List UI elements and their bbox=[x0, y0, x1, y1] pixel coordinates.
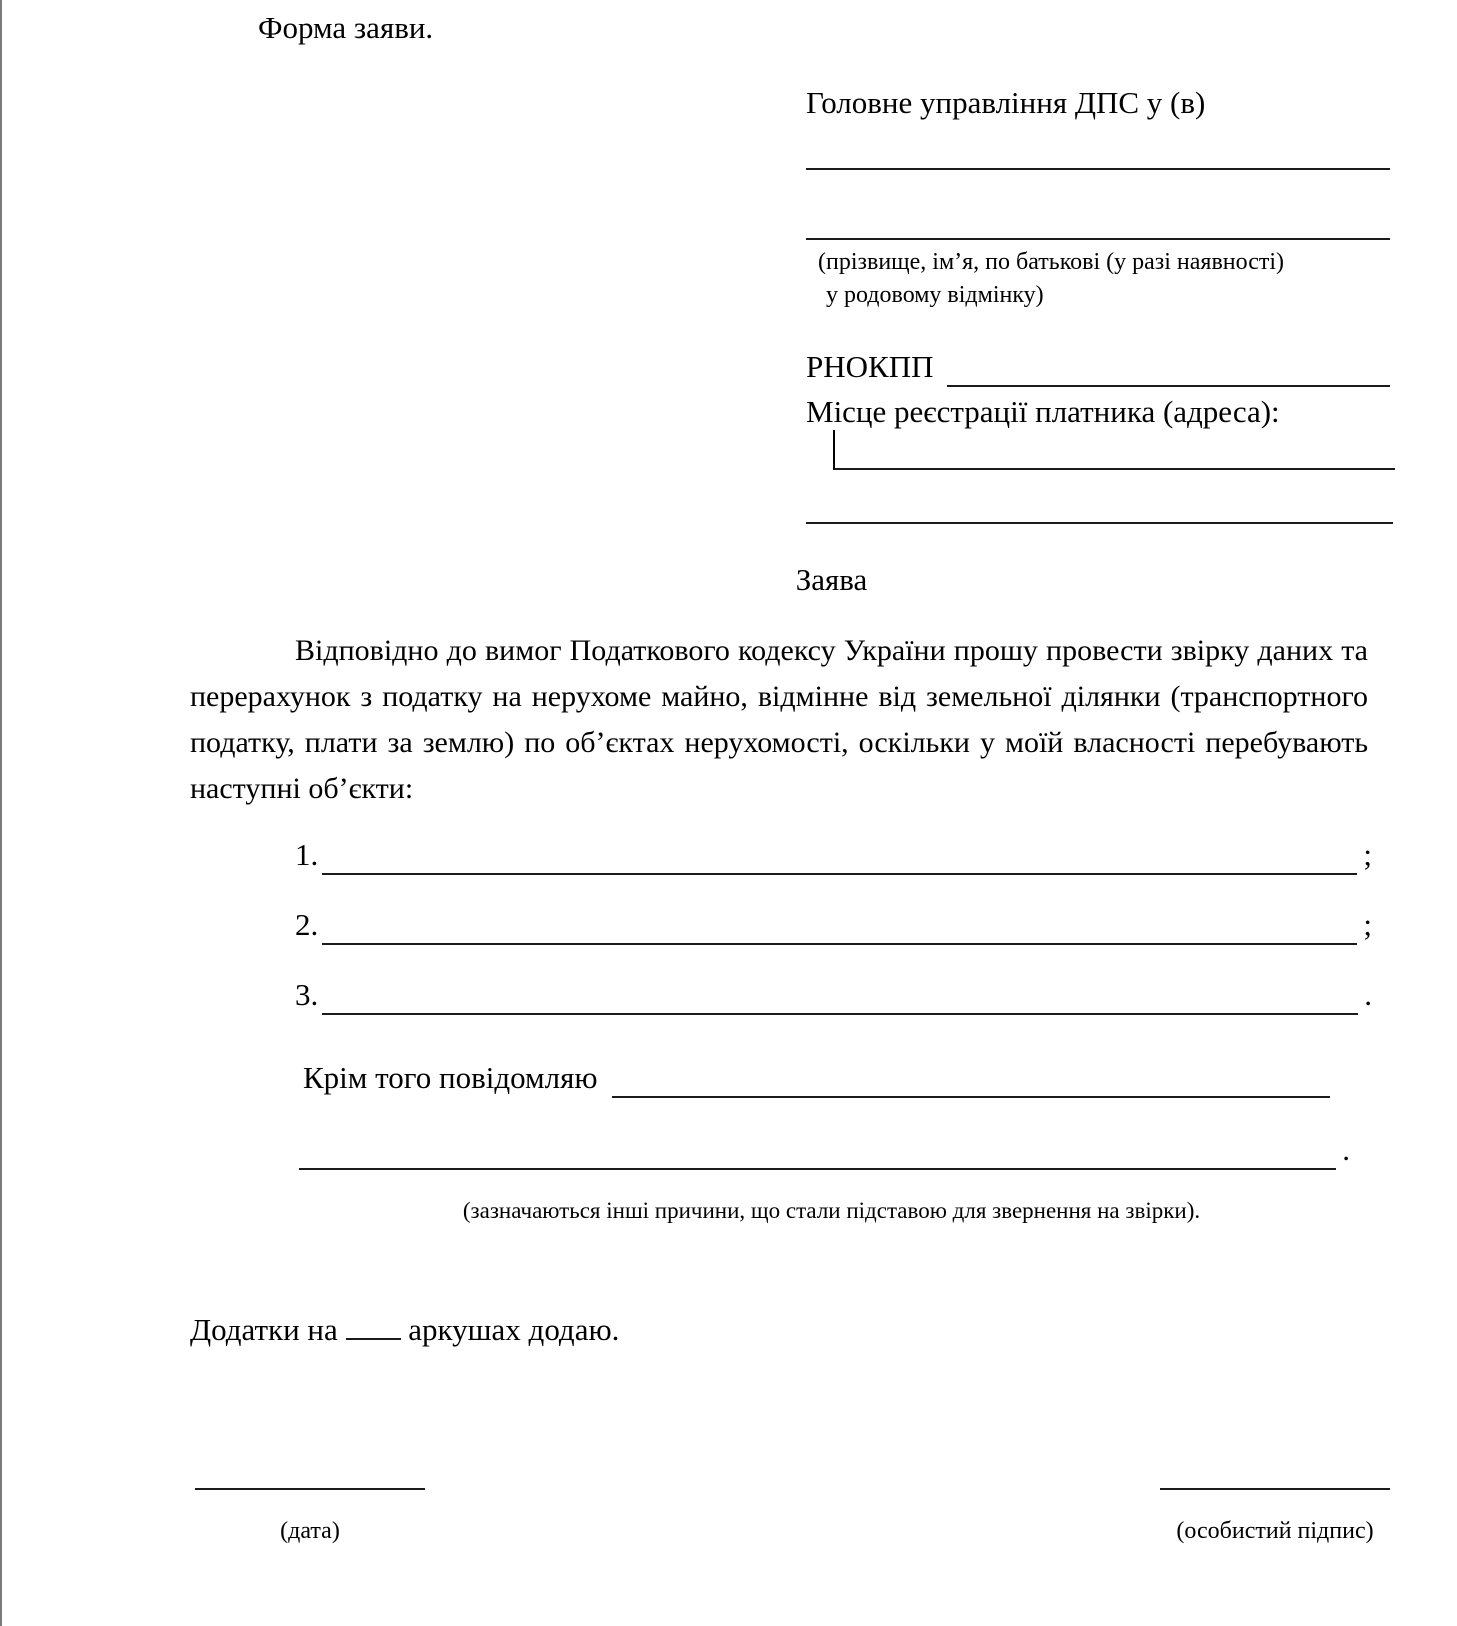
form-title: Форма заяви. bbox=[258, 10, 434, 45]
additional-info-blank-2[interactable] bbox=[299, 1128, 1336, 1170]
address-blank-line-1[interactable] bbox=[833, 430, 1395, 470]
object-item-row-3 bbox=[295, 975, 1372, 1015]
additional-info-row-2 bbox=[295, 1130, 1350, 1170]
additional-info-terminator: . bbox=[1342, 1132, 1350, 1167]
recipient-name-blank-line[interactable] bbox=[806, 210, 1390, 240]
attachments-prefix: Додатки на bbox=[190, 1312, 338, 1347]
recipient-office-label: Головне управління ДПС у (в) bbox=[806, 85, 1206, 120]
recipient-name-hint-line2: у родовому відмінку) bbox=[826, 282, 1044, 308]
application-body: Відповідно до вимог Податкового кодексу України прошу провести звірку даних та перерахунок з податку на нерухоме майно, відмінне від земельної ділянки (транспортного податку, плати за землю) по об’єктах нерухомості, оскільки у моїй власності перебувають наступні об’єкти: bbox=[190, 634, 1368, 805]
page-left-edge-line bbox=[0, 0, 2, 1626]
object-item-row-2 bbox=[295, 905, 1372, 945]
attachments-suffix: аркушах додаю. bbox=[408, 1312, 620, 1347]
item-terminator: ; bbox=[1363, 907, 1372, 942]
rnokpp-blank-line[interactable] bbox=[947, 352, 1390, 387]
rnokpp-label: РНОКПП bbox=[806, 349, 934, 384]
recipient-name-hint-line1: (прізвище, ім’я, по батькові (у разі наявності) bbox=[818, 249, 1285, 275]
additional-info-label: Крім того повідомляю bbox=[303, 1060, 598, 1095]
address-blank-line-2[interactable] bbox=[806, 494, 1393, 524]
recipient-office-blank-line-1[interactable] bbox=[806, 140, 1390, 170]
item-number: 1. bbox=[295, 837, 319, 872]
item-number: 3. bbox=[295, 977, 319, 1012]
signature-blank-line[interactable] bbox=[1160, 1460, 1390, 1490]
object-item-blank-1[interactable] bbox=[322, 833, 1357, 875]
item-number: 2. bbox=[295, 907, 319, 942]
attachments-line bbox=[190, 1308, 619, 1350]
additional-info-blank-1[interactable] bbox=[612, 1056, 1330, 1098]
rnokpp-row bbox=[806, 349, 1390, 387]
reasons-hint: (зазначаються інші причини, що стали підставою для звернення на звірки). bbox=[462, 1198, 1201, 1223]
attachments-count-blank[interactable] bbox=[346, 1308, 401, 1340]
address-label: Місце реєстрації платника (адреса): bbox=[806, 394, 1280, 429]
item-terminator: ; bbox=[1363, 837, 1372, 872]
object-item-row-1 bbox=[295, 835, 1372, 875]
additional-info-row bbox=[303, 1058, 1330, 1098]
date-blank-line[interactable] bbox=[195, 1460, 425, 1490]
object-item-blank-2[interactable] bbox=[322, 903, 1357, 945]
recipient-name-hint bbox=[818, 246, 1284, 312]
application-heading: Заява bbox=[795, 562, 868, 597]
date-hint: (дата) bbox=[280, 1518, 340, 1544]
item-terminator: . bbox=[1364, 977, 1372, 1012]
signature-hint: (особистий підпис) bbox=[1176, 1518, 1374, 1544]
object-item-blank-3[interactable] bbox=[322, 973, 1358, 1015]
